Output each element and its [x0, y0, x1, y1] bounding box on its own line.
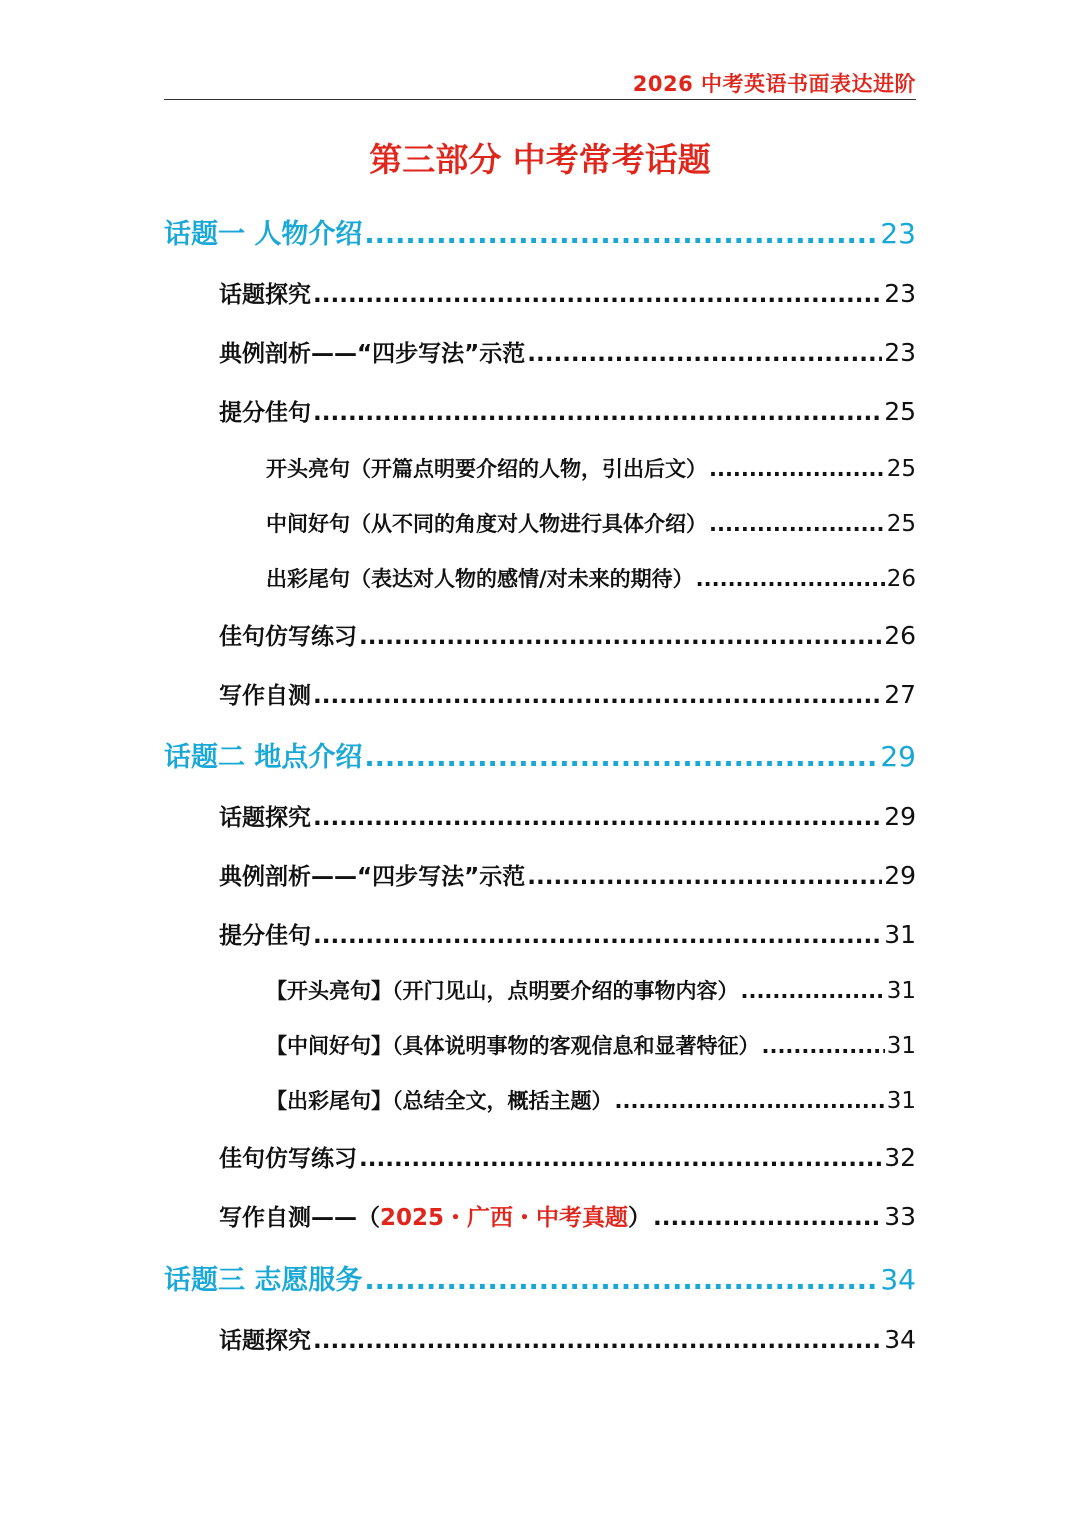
toc-entry[interactable]: [219, 276, 916, 309]
toc-subentry[interactable]: [266, 508, 916, 538]
dot-leader: [762, 1034, 885, 1058]
dot-leader: [313, 805, 882, 831]
dot-leader: [696, 567, 885, 591]
toc-subentry[interactable]: [266, 453, 916, 483]
toc-entry[interactable]: [219, 677, 916, 710]
toc-page-number: 26: [886, 566, 916, 592]
toc-entry[interactable]: [219, 1140, 916, 1173]
dot-leader: [313, 400, 882, 426]
toc-subentry[interactable]: [266, 1030, 916, 1060]
toc-label: 话题探究: [219, 1328, 311, 1354]
toc-label-suffix: ）: [628, 1205, 652, 1231]
dot-leader: [709, 512, 885, 536]
toc-label: 中间好句（从不同的角度对人物进行具体介绍）: [266, 512, 707, 536]
toc-label: 话题探究: [219, 282, 311, 308]
toc-label: 典例剖析——“四步写法”示范: [219, 864, 526, 890]
dot-leader: [527, 864, 882, 890]
toc-label: 提分佳句: [219, 400, 311, 426]
toc-page-number: 23: [884, 338, 916, 367]
toc-page-number: 26: [884, 621, 916, 650]
toc-label: 开头亮句（开篇点明要介绍的人物，引出后文）: [266, 457, 707, 481]
toc-page-number: 23: [884, 279, 916, 308]
toc-label: 话题一 人物介绍: [164, 219, 363, 250]
toc-label: 话题三 志愿服务: [164, 1265, 363, 1296]
dot-leader: [364, 219, 878, 250]
toc-page-number: 29: [880, 740, 916, 773]
toc-page-number: 29: [884, 802, 916, 831]
toc-entry[interactable]: [219, 1199, 916, 1232]
toc-entry[interactable]: [219, 799, 916, 832]
toc-page-number: 25: [886, 456, 916, 482]
dot-leader: [364, 742, 878, 773]
toc-subentry[interactable]: [266, 1085, 916, 1115]
dot-leader: [313, 683, 882, 709]
toc-label: 提分佳句: [219, 923, 311, 949]
toc-label: 典例剖析——“四步写法”示范: [219, 341, 526, 367]
dot-leader: [653, 1205, 882, 1231]
toc-topic-2[interactable]: [164, 735, 916, 774]
toc-page-number: 31: [884, 920, 916, 949]
dot-leader: [313, 923, 882, 949]
dot-leader: [359, 624, 882, 650]
toc-label-prefix: 写作自测——（: [219, 1205, 380, 1231]
toc-topic-3[interactable]: [164, 1258, 916, 1297]
dot-leader: [615, 1089, 885, 1113]
dot-leader: [359, 1146, 882, 1172]
toc-label: 话题二 地点介绍: [164, 742, 363, 773]
toc-page-number: 23: [880, 217, 916, 250]
dot-leader: [741, 979, 885, 1003]
dot-leader: [527, 341, 882, 367]
toc-label: 佳句仿写练习: [219, 1146, 357, 1172]
toc-page-number: 34: [880, 1263, 916, 1296]
toc-page-number: 29: [884, 861, 916, 890]
toc-label: 【开头亮句】（开门见山，点明要介绍的事物内容）: [266, 979, 739, 1003]
dot-leader: [313, 1328, 882, 1354]
toc-page-number: 25: [884, 397, 916, 426]
toc-label: 【出彩尾句】（总结全文，概括主题）: [266, 1089, 613, 1113]
exam-source-tag: 2025・广西・中考真题: [380, 1205, 629, 1231]
toc-page-number: 34: [884, 1325, 916, 1354]
toc-label: 出彩尾句（表达对人物的感情/对未来的期待）: [266, 567, 694, 591]
toc-page-number: 27: [884, 680, 916, 709]
toc-page-number: 33: [884, 1202, 916, 1231]
toc-entry[interactable]: [219, 917, 916, 950]
toc-label: 话题探究: [219, 805, 311, 831]
toc-page-number: 31: [886, 1033, 916, 1059]
dot-leader: [364, 1265, 878, 1296]
toc-label: 【中间好句】（具体说明事物的客观信息和显著特征）: [266, 1034, 760, 1058]
toc-entry[interactable]: [219, 394, 916, 427]
toc-page-number: 32: [884, 1143, 916, 1172]
toc-subentry[interactable]: [266, 975, 916, 1005]
toc-page-number: 31: [886, 978, 916, 1004]
toc-subentry[interactable]: [266, 563, 916, 593]
toc-entry[interactable]: [219, 858, 916, 891]
dot-leader: [313, 282, 882, 308]
toc-page-number: 25: [886, 511, 916, 537]
dot-leader: [709, 457, 885, 481]
toc-topic-1[interactable]: [164, 212, 916, 251]
toc-entry[interactable]: [219, 335, 916, 368]
toc-entry[interactable]: [219, 618, 916, 651]
part-title: 第三部分 中考常考话题: [369, 140, 711, 179]
toc-label: [219, 1199, 651, 1232]
header-divider: [164, 99, 916, 100]
toc-page-number: 31: [886, 1088, 916, 1114]
toc-entry[interactable]: [219, 1322, 916, 1355]
toc-label: 写作自测: [219, 683, 311, 709]
running-header-title: 2026 中考英语书面表达进阶: [632, 72, 916, 96]
toc-label: 佳句仿写练习: [219, 624, 357, 650]
